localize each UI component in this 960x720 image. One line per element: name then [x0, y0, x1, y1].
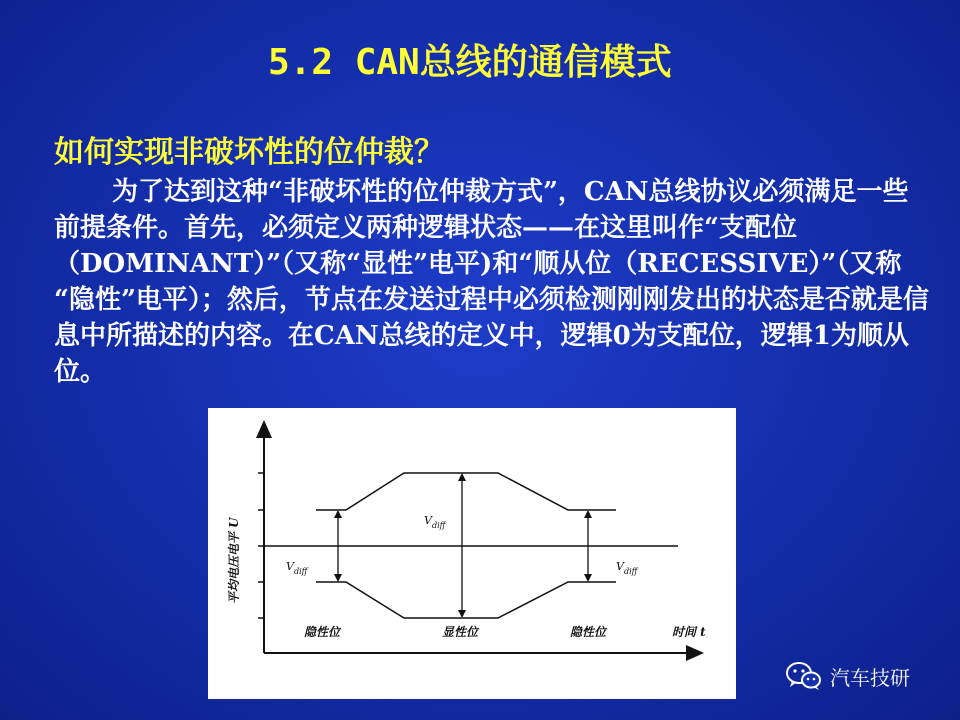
segment-label-dominant: 显性位	[442, 625, 479, 639]
paragraph-text: 为了达到这种“非破坏性的位仲裁方式”，CAN总线协议必须满足一些前提条件。首先，必须定义两种逻辑状态——在这里叫作“支配位（DOMINANT）”（又称“显性”电平)和“顺从位（RECESSIVE）”（又称 “隐性”电平）；然后，节点在发送过程中必须检测刚刚发出的状态是否就是信息中所描述的内容。在CAN总线的定义中，逻辑0为支配位，逻辑1为顺从位。	[54, 177, 929, 387]
x-axis-label: 时间 t	[672, 625, 706, 639]
signal-level-diagram	[208, 408, 736, 699]
vdiff-label-middle: $V_{diff}$	[424, 514, 446, 530]
watermark	[786, 661, 910, 691]
slide-title: 5.2 CAN总线的通信模式	[268, 42, 672, 83]
vdiff-label-left: $V_{diff}$	[286, 560, 308, 576]
section-question: 如何实现非破坏性的位仲裁？	[54, 135, 444, 170]
body-paragraph	[54, 174, 930, 390]
segment-label-recessive-left: 隐性位	[304, 625, 341, 639]
segment-label-recessive-right: 隐性位	[570, 625, 607, 639]
wechat-icon	[786, 661, 822, 691]
y-axis-label: 平均电压电平 U	[227, 517, 241, 604]
signal-lower	[316, 582, 616, 618]
vdiff-label-right: $V_{diff}$	[616, 560, 638, 576]
signal-upper	[316, 473, 616, 510]
signal-level-svg	[208, 408, 736, 699]
watermark-text: 汽车技研	[830, 665, 910, 690]
